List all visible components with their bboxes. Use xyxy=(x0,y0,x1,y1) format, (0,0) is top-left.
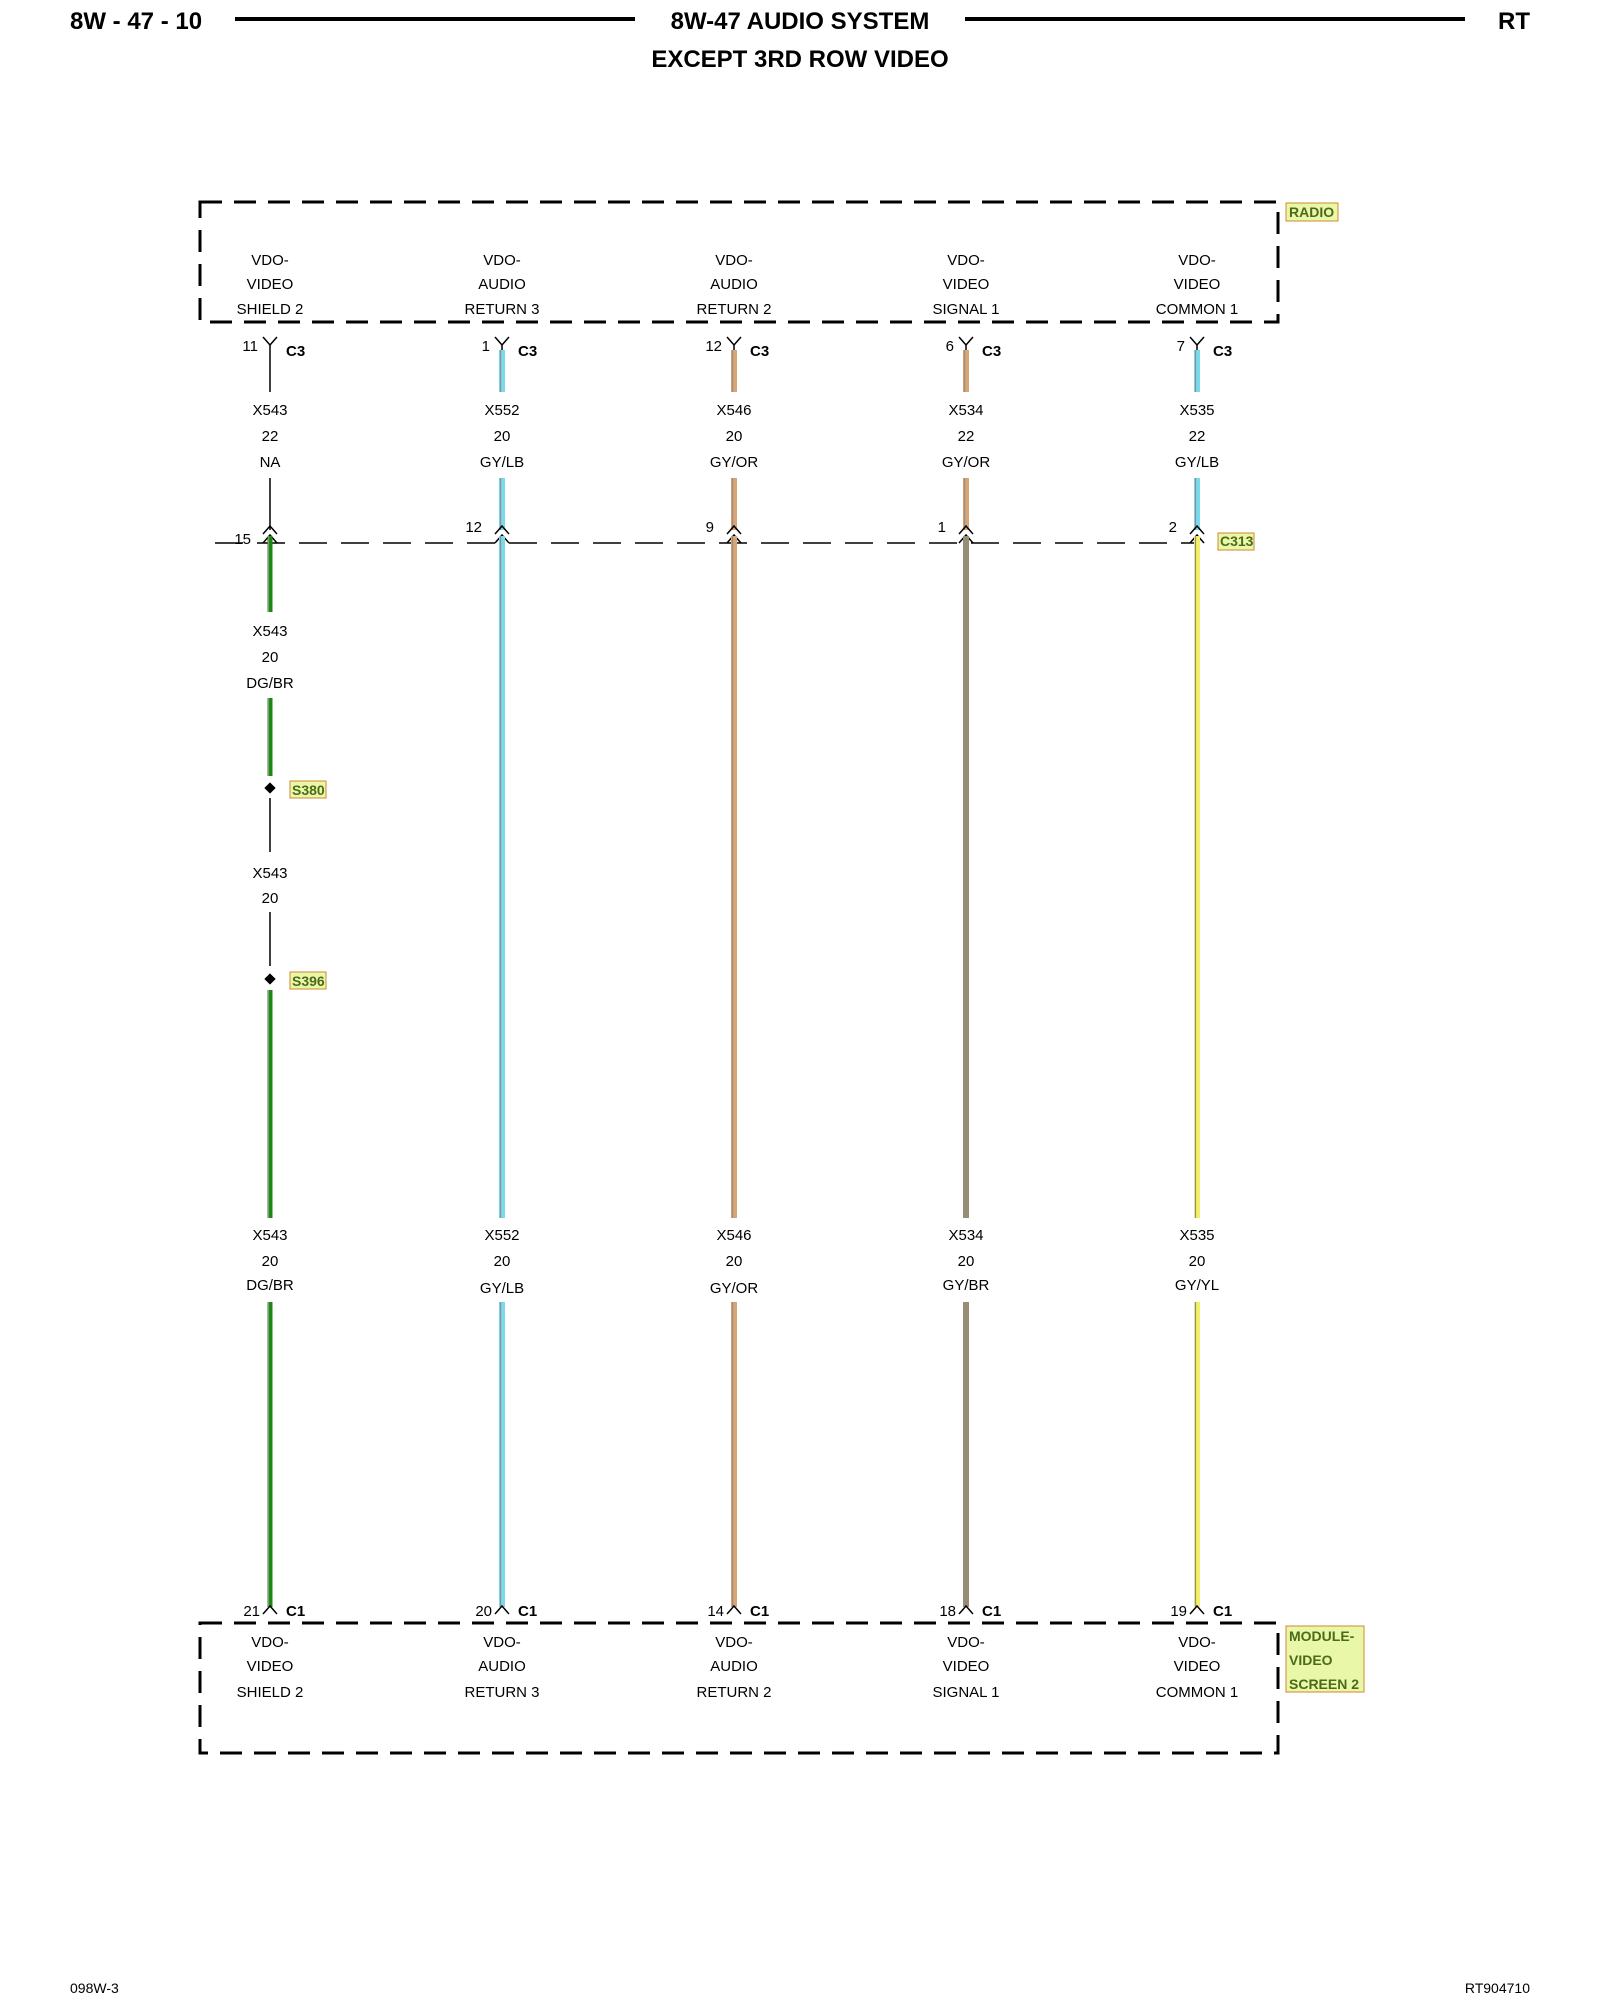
x543-top-connector: C3 xyxy=(286,343,306,360)
x534-upper-circuit: X534 xyxy=(948,402,984,419)
x546-lower-gauge: 20 xyxy=(725,1253,743,1270)
x535-top-terminal xyxy=(1190,337,1204,345)
x552-upper-color: GY/LB xyxy=(479,454,525,471)
x546-top-label-1: VDO- xyxy=(715,252,753,269)
page-reference: 8W - 47 - 10 xyxy=(70,8,203,35)
c313-tag: C313 xyxy=(1220,533,1254,549)
x546-top-connector: C3 xyxy=(750,343,770,360)
x534-c313-pin: 1 xyxy=(937,519,946,536)
x546-bottom-label-1: VDO- xyxy=(715,1634,753,1651)
x552-top-label-2: AUDIO xyxy=(478,276,526,293)
x543-bottom-terminal xyxy=(263,1606,277,1614)
x546-bottom-label-3: RETURN 2 xyxy=(696,1684,772,1701)
x534-bottom-label-1: VDO- xyxy=(947,1634,985,1651)
x535-lower-circuit: X535 xyxy=(1179,1227,1215,1244)
x543-mid-gauge: 20 xyxy=(261,649,279,666)
x543-bottom-label-3: SHIELD 2 xyxy=(236,1684,304,1701)
body-code: RT xyxy=(1498,8,1530,35)
x552-lower-gauge: 20 xyxy=(493,1253,511,1270)
x534-upper-color: GY/OR xyxy=(941,454,991,471)
x534-upper-gauge: 22 xyxy=(957,428,975,445)
x543-top-label-2: VIDEO xyxy=(246,276,294,293)
x535-top-pin: 7 xyxy=(1176,338,1185,355)
x546-bottom-connector: C1 xyxy=(750,1603,770,1620)
x534-top-label-1: VDO- xyxy=(947,252,985,269)
x552-bottom-label-2: AUDIO xyxy=(478,1658,526,1675)
x552-top-connector: C3 xyxy=(518,343,538,360)
x534-top-label-2: VIDEO xyxy=(942,276,990,293)
x535-bottom-terminal xyxy=(1190,1606,1204,1614)
x552-bottom-connector: C1 xyxy=(518,1603,538,1620)
x552-upper-circuit: X552 xyxy=(484,402,520,419)
x552-top-terminal xyxy=(495,337,509,345)
x546-upper-circuit: X546 xyxy=(716,402,752,419)
x546-bottom-pin: 14 xyxy=(707,1603,724,1620)
s396-splice-dot xyxy=(264,973,275,984)
x552-lower-circuit: X552 xyxy=(484,1227,520,1244)
x543-top-label-3: SHIELD 2 xyxy=(236,301,304,318)
footer-right-code: RT904710 xyxy=(1464,1980,1530,1996)
x552-upper-gauge: 20 xyxy=(493,428,511,445)
x534-lower-color: GY/BR xyxy=(942,1277,990,1294)
x546-top-terminal xyxy=(727,337,741,345)
x534-bottom-connector: C1 xyxy=(982,1603,1002,1620)
x543-bottom-pin: 21 xyxy=(243,1603,260,1620)
x546-c313-pin: 9 xyxy=(705,519,714,536)
s380-tag: S380 xyxy=(292,782,325,798)
x535-top-connector: C3 xyxy=(1213,343,1233,360)
x543-top-label-1: VDO- xyxy=(251,252,289,269)
x546-top-pin: 12 xyxy=(705,338,722,355)
x535-lower-color: GY/YL xyxy=(1174,1277,1220,1294)
x543-lower-color: DG/BR xyxy=(246,1277,294,1294)
x552-bottom-pin: 20 xyxy=(475,1603,492,1620)
x543-splice-gauge: 20 xyxy=(261,890,279,907)
s380-splice-dot xyxy=(264,782,275,793)
x552-top-pin: 1 xyxy=(481,338,490,355)
x534-top-pin: 6 xyxy=(945,338,954,355)
footer-left-code: 098W-3 xyxy=(70,1980,119,1996)
x552-bottom-terminal xyxy=(495,1606,509,1614)
x546-upper-color: GY/OR xyxy=(709,454,759,471)
x543-c313-pin: 15 xyxy=(234,531,251,548)
x534-lower-circuit: X534 xyxy=(948,1227,984,1244)
x543-top-pin: 11 xyxy=(242,338,258,355)
x543-bottom-connector: C1 xyxy=(286,1603,306,1620)
x552-c313-pin: 12 xyxy=(465,519,482,536)
video-module-tag-line-1: MODULE- xyxy=(1289,1628,1355,1644)
x543-upper-gauge: 22 xyxy=(261,428,279,445)
x543-mid-circuit: X543 xyxy=(252,623,288,640)
x535-bottom-label-3: COMMON 1 xyxy=(1155,1684,1239,1701)
x534-bottom-pin: 18 xyxy=(939,1603,956,1620)
x552-bottom-label-3: RETURN 3 xyxy=(464,1684,540,1701)
x535-lower-gauge: 20 xyxy=(1188,1253,1206,1270)
x546-top-label-3: RETURN 2 xyxy=(696,301,772,318)
x535-top-label-2: VIDEO xyxy=(1173,276,1221,293)
x535-top-label-1: VDO- xyxy=(1178,252,1216,269)
x552-bottom-label-1: VDO- xyxy=(483,1634,521,1651)
x546-bottom-label-2: AUDIO xyxy=(710,1658,758,1675)
x535-c313-pin: 2 xyxy=(1168,519,1177,536)
x534-top-terminal xyxy=(959,337,973,345)
x543-bottom-label-2: VIDEO xyxy=(246,1658,294,1675)
video-module-tag-line-3: SCREEN 2 xyxy=(1289,1676,1360,1692)
x535-bottom-label-1: VDO- xyxy=(1178,1634,1216,1651)
s396-tag: S396 xyxy=(292,973,325,989)
x543-mid-color: DG/BR xyxy=(246,675,294,692)
x535-bottom-connector: C1 xyxy=(1213,1603,1233,1620)
x543-lower-gauge: 20 xyxy=(261,1253,279,1270)
x535-top-label-3: COMMON 1 xyxy=(1155,301,1239,318)
video-module-tag-line-2: VIDEO xyxy=(1289,1652,1333,1668)
x552-lower-color: GY/LB xyxy=(479,1280,525,1297)
x534-bottom-label-2: VIDEO xyxy=(942,1658,990,1675)
x535-bottom-label-2: VIDEO xyxy=(1173,1658,1221,1675)
x543-lower-circuit: X543 xyxy=(252,1227,288,1244)
x546-top-label-2: AUDIO xyxy=(710,276,758,293)
x552-top-label-1: VDO- xyxy=(483,252,521,269)
x543-upper-circuit: X543 xyxy=(252,402,288,419)
x543-splice-circuit: X543 xyxy=(252,865,288,882)
x535-upper-color: GY/LB xyxy=(1174,454,1220,471)
x546-bottom-terminal xyxy=(727,1606,741,1614)
page-title: 8W-47 AUDIO SYSTEM xyxy=(670,8,930,35)
x543-upper-color: NA xyxy=(259,454,281,471)
x546-lower-circuit: X546 xyxy=(716,1227,752,1244)
x535-upper-circuit: X535 xyxy=(1179,402,1215,419)
x535-bottom-pin: 19 xyxy=(1170,1603,1187,1620)
x543-top-terminal xyxy=(263,337,277,345)
x534-bottom-label-3: SIGNAL 1 xyxy=(932,1684,1000,1701)
circuits-group xyxy=(234,252,1238,1701)
x552-top-label-3: RETURN 3 xyxy=(464,301,540,318)
x534-bottom-terminal xyxy=(959,1606,973,1614)
x534-top-label-3: SIGNAL 1 xyxy=(932,301,1000,318)
x534-top-connector: C3 xyxy=(982,343,1002,360)
x543-bottom-label-1: VDO- xyxy=(251,1634,289,1651)
page-subtitle: EXCEPT 3RD ROW VIDEO xyxy=(651,46,949,73)
x534-lower-gauge: 20 xyxy=(957,1253,975,1270)
x535-upper-gauge: 22 xyxy=(1188,428,1206,445)
radio-tag: RADIO xyxy=(1289,204,1335,220)
x546-lower-color: GY/OR xyxy=(709,1280,759,1297)
x546-upper-gauge: 20 xyxy=(725,428,743,445)
